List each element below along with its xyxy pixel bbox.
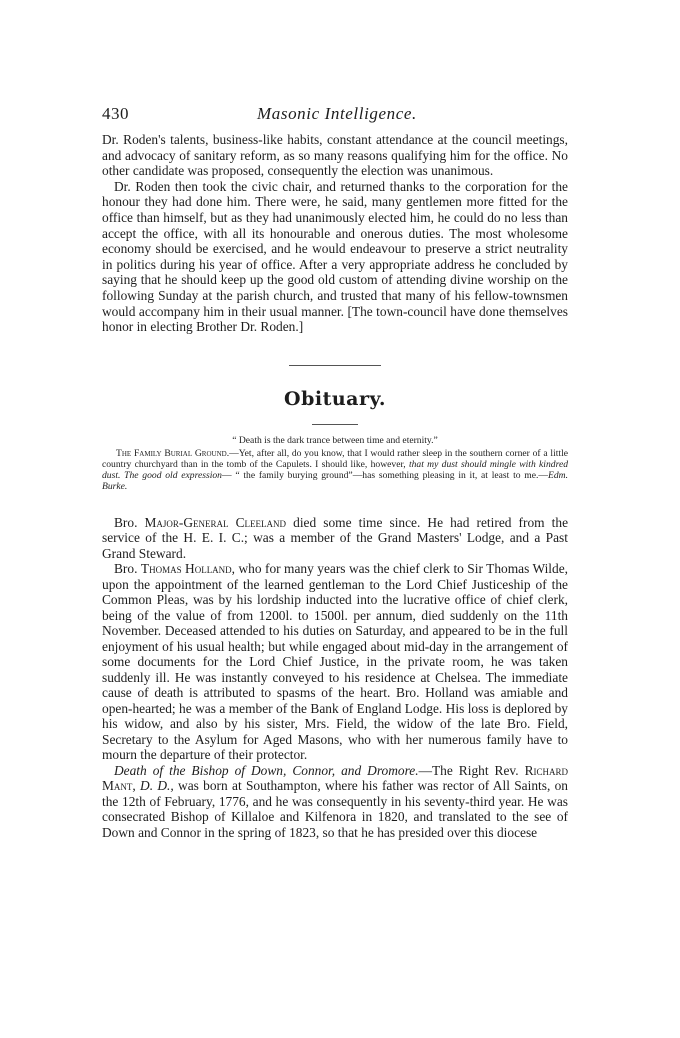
epigraph-text-2: — “ the family burying ground”—has something pleasing in it, at least to me.— (221, 469, 549, 481)
epigraph-text-1: —Yet, after all, do you know, that I would rather sleep in the southern corner of a little country churchyard than in the tomb of the Capulets. I should like, however, (102, 447, 569, 470)
running-head (102, 104, 568, 130)
running-title: Masonic Intelligence. (257, 104, 417, 123)
notice-bishop-text: was born at Southampton, where his father was rector of All Saints, on the 12th of February, 1776, and he was consequently in his seventy-third year. He was consecrated Bishop of Killaloe and Kilfenora in 1820, and translated to the see of Down and Connor in the spring of 1823, so that he has presided over this diocese (102, 778, 568, 840)
epigraph-label: The Family Burial Ground. (116, 447, 230, 459)
notice-holland-name: Thomas Holland, (140, 561, 236, 577)
obituary-heading: Obituary. (284, 387, 386, 410)
continuation-paragraph-1: Dr. Roden's talents, business-like habits, constant attendance at the council meetings, and advocacy of sanitary reform, as so many reasons qualifying him for the office. No other candidate was proposed, consequently the election was unanimous. (102, 132, 568, 179)
page-number: 430 (102, 104, 129, 123)
continuation-paragraph-2: Dr. Roden then took the civic chair, and returned thanks to the corporation for the honour they had done him. There were, he said, many gentlemen more fitted for the office than himself, but as they had unanimously elected him, he could do no less than accept the office, with all its honourable and onerous duties. The most wholesome economy should be exercised, and he would endeavour to preserve a strict neutrality in politics during his year of office. After a very appropriate address he concluded by saying that he should keep up the good old custom of attending divine worship on the following Sunday at the parish church, and trusted that many of his fellow-townsmen would accompany him in their usual manner. [The town-council have done themselves honor in electing Brother Dr. Roden.] (102, 178, 568, 335)
section-divider (289, 365, 381, 366)
notice-bishop-prefix: —The Right Rev. (418, 762, 525, 778)
notice-holland-prefix: Bro. (114, 561, 141, 577)
book-page (102, 104, 568, 840)
notice-holland-text: who for many years was the chief clerk to Sir Thomas Wilde, upon the appointment of the learned gentleman to the Lord Chief Justiceship of the Common Pleas, was by his lordship inducted into the lucrative office of chief clerk, being of the value of from 1200l. to 1500l. per annum, died suddenly on the 11th November. Deceased attended to his duties on Saturday, and appeared to be in the full enjoyment of his usual health; but while engaged about mid-day in the arrangement of some documents for the Lord Chief Justice, in the private room, he was taken suddenly ill. He was instantly conveyed to his residence at Chelsea. The immediate cause of death is attributed to spasms of the heart. Bro. Holland was amiable and open-hearted; he was a member of the Bank of England Lodge. His loss is deplored by his widow, and also by his sister, Mrs. Field, the widow of the late Bro. Field, Secretary to the Asylum for Aged Masons, who with her numerous family have to mourn the departure of their protector. (102, 561, 569, 763)
notice-cleeland-name: Major-General Cleeland (144, 514, 287, 530)
notice-bishop-name: Richard Mant, (102, 762, 569, 794)
epigraph-quote: “ Death is the dark trance between time and eternity.” (232, 434, 438, 446)
epigraph-body (102, 448, 568, 492)
epigraph-italic: that my dust should mingle with kindred dust. The good old expression (102, 458, 568, 481)
notice-bishop-degree: D. D., (135, 778, 174, 794)
heading-rule (312, 424, 358, 425)
obituary-notices (102, 515, 568, 841)
notice-cleeland (102, 515, 568, 562)
notice-cleeland-prefix: Bro. (114, 514, 145, 530)
notice-cleeland-text: died some time since. He had retired from the service of the H. E. I. C.; was a member of the Grand Masters' Lodge, and a Past Grand Steward. (102, 514, 569, 561)
continuation-section (102, 132, 568, 335)
notice-bishop (102, 763, 568, 841)
notice-holland (102, 561, 568, 763)
epigraph-source: Edm. Burke. (102, 469, 568, 492)
notice-bishop-heading: Death of the Bishop of Down, Connor, and Dromore. (114, 762, 419, 778)
epigraph (102, 435, 568, 492)
